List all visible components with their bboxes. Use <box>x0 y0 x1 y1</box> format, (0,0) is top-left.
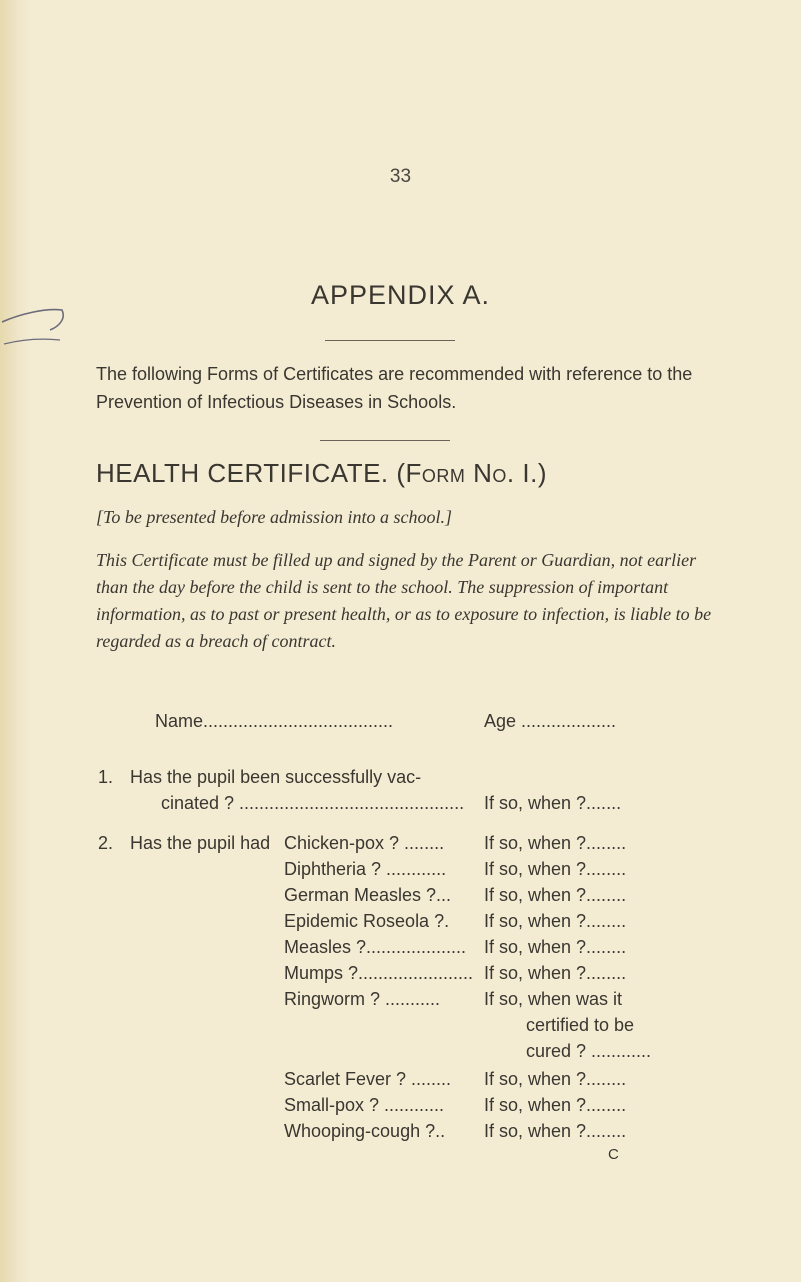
signature-mark: C <box>608 1146 619 1163</box>
certificate-heading <box>96 458 736 489</box>
disease-label: Ringworm ? ........... <box>284 989 441 1009</box>
disease-answer: If so, when ?........ <box>484 1095 627 1115</box>
intro-text: The following Forms of Certificates are recommended with reference to the Prevention of Infectious Diseases in Schools. <box>96 364 693 412</box>
question-text: cinated ? ............................................. <box>161 793 465 813</box>
disease-answer: If so, when ?........ <box>484 937 627 957</box>
name-field: Name...................................... <box>155 711 394 731</box>
disease-label: Mumps ?....................... <box>284 963 474 983</box>
disease-answer: If so, when was it <box>484 989 623 1009</box>
divider <box>320 440 450 441</box>
disease-label: Small-pox ? ............ <box>284 1095 445 1115</box>
disease-label: Whooping-cough ?.. <box>284 1121 446 1141</box>
disease-label: Measles ?.................... <box>284 937 467 957</box>
divider <box>325 340 455 341</box>
page-edge <box>0 0 30 1282</box>
disease-answer: If so, when ?........ <box>484 1121 627 1141</box>
disease-answer: If so, when ?........ <box>484 859 627 879</box>
disease-label: Chicken-pox ? ........ <box>284 833 445 853</box>
disease-label: Epidemic Roseola ?. <box>284 911 450 931</box>
disease-label: Scarlet Fever ? ........ <box>284 1069 452 1089</box>
certificate-notice: This Certificate must be filled up and signed by the Parent or Guardian, not earlier than the day before the child is sent to the school. The suppression of important information, as to past or present health, or as to exposure to infection, is liable to be regarded as a breach of contract. <box>96 550 712 651</box>
question-text: Has the pupil had <box>130 833 271 853</box>
disease-answer: If so, when ?........ <box>484 963 627 983</box>
disease-label: Diphtheria ? ............ <box>284 859 447 879</box>
appendix-title: APPENDIX A. <box>310 280 491 310</box>
disease-answer: If so, when ?........ <box>484 1069 627 1089</box>
disease-answer: cured ? ............ <box>526 1041 652 1061</box>
disease-answer: If so, when ?........ <box>484 911 627 931</box>
page-number: 33 <box>389 166 412 187</box>
disease-answer: certified to be <box>526 1015 635 1035</box>
age-field: Age ................... <box>484 711 617 731</box>
certificate-instruction: [To be presented before admission into a school.] <box>96 507 452 527</box>
disease-answer: If so, when ?........ <box>484 833 627 853</box>
disease-label: German Measles ?... <box>284 885 452 905</box>
question-number: 2. <box>98 833 114 853</box>
question-text: Has the pupil been successfully vac- <box>130 767 422 787</box>
certificate-title: HEALTH CERTIFICATE. <box>96 458 389 488</box>
question-number: 1. <box>98 767 114 787</box>
question-answer: If so, when ?....... <box>484 793 622 813</box>
form-number: (Form No. I.) <box>396 458 547 488</box>
disease-answer: If so, when ?........ <box>484 885 627 905</box>
